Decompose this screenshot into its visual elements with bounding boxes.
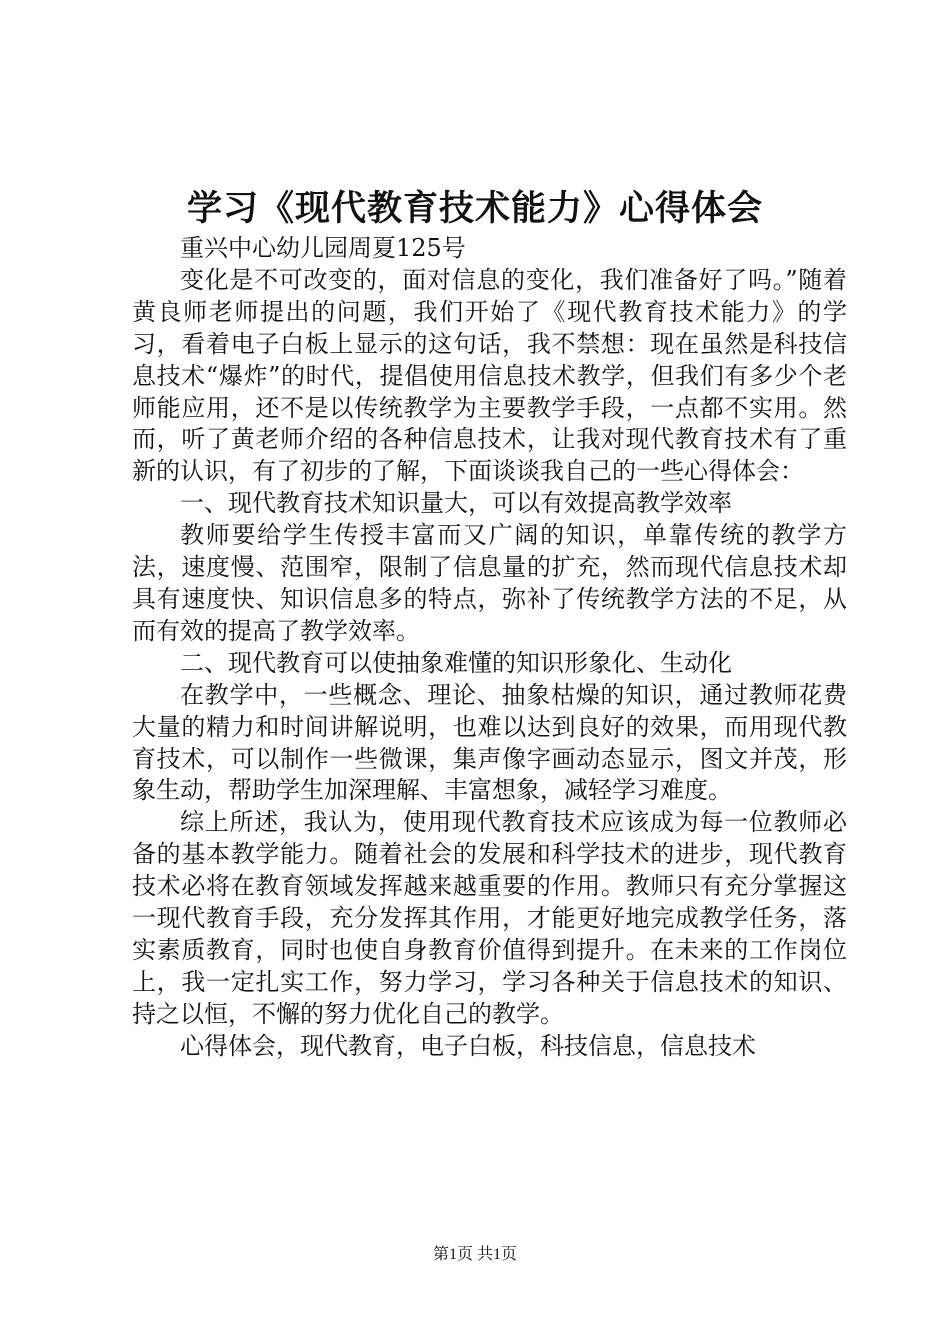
author-line: 重兴中心幼儿园周夏125号 bbox=[180, 234, 466, 262]
paragraph-section-1: 教师要给学生传授丰富而又广阔的知识，单靠传统的教学方法，速度慢、范围窄，限制了信息量的扩充，然而现代信息技术却具有速度快、知识信息多的特点，弥补了传统教学方法的不足，从而有效的提高了教学效率。 bbox=[132, 521, 847, 645]
paragraph-section-2: 在教学中，一些概念、理论、抽象枯燥的知识，通过教师花费大量的精力和时间讲解说明，也难以达到良好的效果，而用现代教育技术，可以制作一些微课，集声像字画动态显示，图文并茂，形象生动，帮助学生加深理解、丰富想象，减轻学习难度。 bbox=[132, 680, 847, 805]
document-title: 学习《现代教育技术能力》心得体会 bbox=[186, 189, 763, 229]
keywords-line: 心得体会，现代教育，电子白板，科技信息，信息技术 bbox=[180, 1031, 756, 1060]
paragraph-intro: 变化是不可改变的，面对信息的变化，我们准备好了吗。”随着黄良师老师提出的问题，我们开始了《现代教育技术能力》的学习，看着电子白板上显示的这句话，我不禁想：现在虽然是科技信息技术“爆炸”的时代，提倡使用信息技术教学，但我们有多少个老师能应用，还不是以传统教学为主要教学手段，一点都不实用。然而，听了黄老师介绍的各种信息技术，让我对现代教育技术有了重新的认识，有了初步的了解，下面谈谈我自己的一些心得体会： bbox=[132, 265, 847, 486]
paragraph-conclusion: 综上所述，我认为，使用现代教育技术应该成为每一位教师必备的基本教学能力。随着社会的发展和科学技术的进步，现代教育技术必将在教育领域发挥越来越重要的作用。教师只有充分掌握这一现代教育手段，充分发挥其作用，才能更好地完成教学任务，落实素质教育，同时也使自身教育价值得到提升。在未来的工作岗位上，我一定扎实工作，努力学习，学习各种关于信息技术的知识、持之以恒，不懈的努力优化自己的教学。 bbox=[132, 808, 847, 1028]
document-body bbox=[132, 233, 847, 1063]
page-number-footer: 第1页 共1页 bbox=[432, 1246, 517, 1263]
section-heading-2: 二、现代教育可以使抽象难懂的知识形象化、生动化 bbox=[180, 648, 732, 677]
section-heading-1: 一、现代教育技术知识量大，可以有效提高教学效率 bbox=[180, 489, 732, 518]
